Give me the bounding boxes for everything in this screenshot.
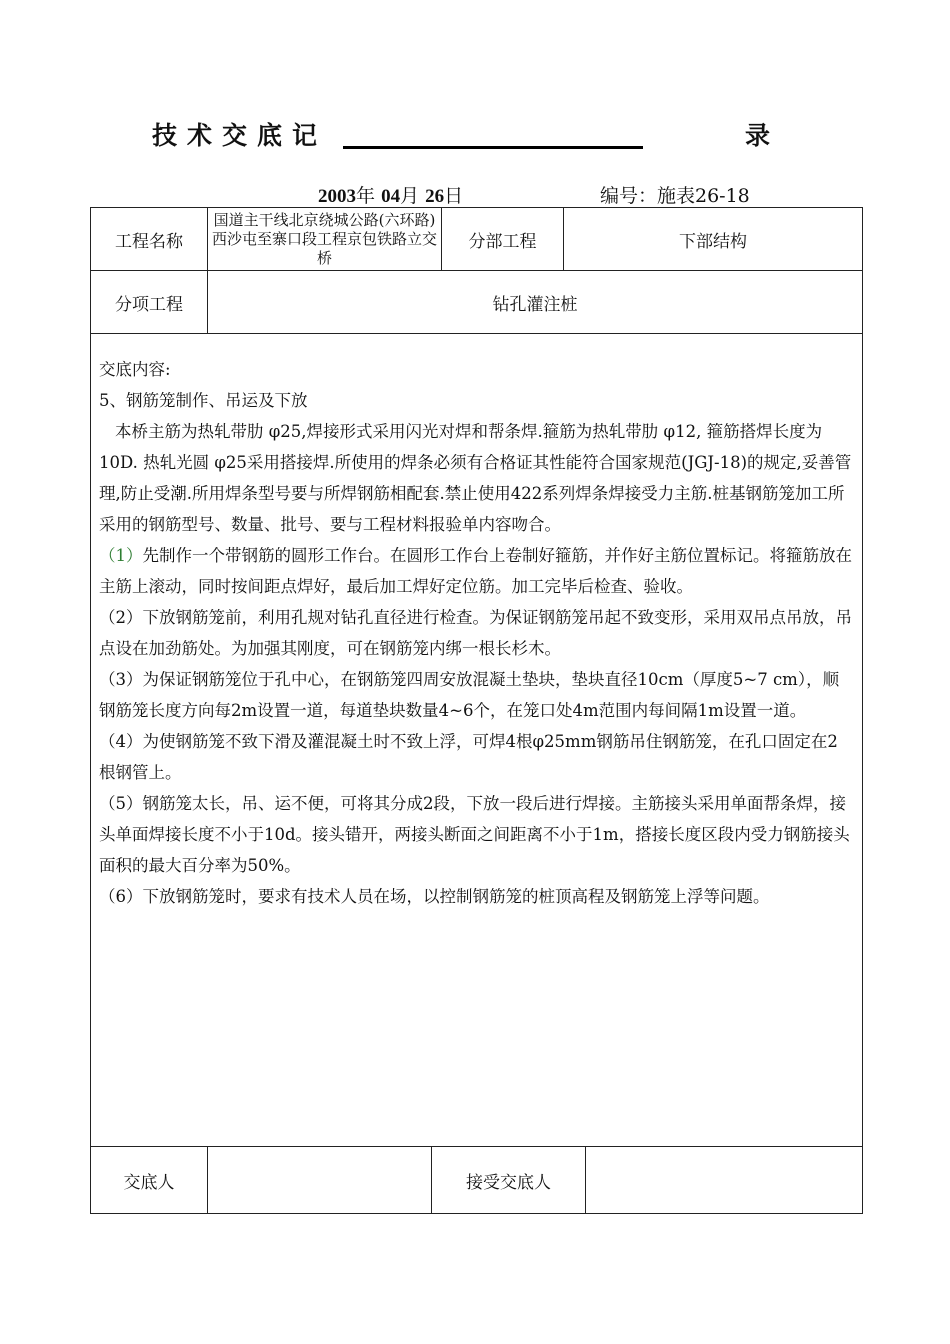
project-name-label: 工程名称 (91, 208, 208, 271)
date-year-unit: 年 (356, 185, 376, 207)
step-5: （5）钢筋笼太长，吊、运不便，可将其分成2段，下放一段后进行焊接。主筋接头采用单面帮条焊，接头单面焊接长度不小于10d。接头错开，两接头断面之间距离不小于1m，搭接长度区段内受力钢筋接头面积的最大百分率为50%。 (99, 794, 850, 875)
sub-project-label: 分部工程 (442, 208, 564, 271)
signature-row (91, 1147, 863, 1214)
project-name-value: 国道主干线北京绕城公路(六环路)西沙屯至寨口段工程京包铁路立交桥 (208, 208, 442, 271)
receiver-label: 接受交底人 (432, 1147, 586, 1214)
title-underline (343, 146, 643, 149)
content-row (91, 334, 863, 1147)
step-6: （6）下放钢筋笼时，要求有技术人员在场，以控制钢筋笼的桩顶高程及钢筋笼上浮等问题。 (99, 887, 770, 906)
title-left-text: 技术交底记 (152, 121, 328, 150)
title-right-text: 录 (745, 121, 771, 150)
date-month-unit: 月 (400, 185, 420, 207)
section-title: 5、钢筋笼制作、吊运及下放 (99, 391, 308, 410)
discloser-label: 交底人 (91, 1147, 208, 1214)
project-row (91, 208, 863, 271)
discloser-value (208, 1147, 432, 1214)
item-value: 钻孔灌注桩 (208, 271, 863, 334)
date-year: 2003 (318, 186, 356, 207)
step-1 (99, 540, 854, 602)
sub-project-value: 下部结构 (564, 208, 863, 271)
item-row (91, 271, 863, 334)
item-label: 分项工程 (91, 271, 208, 334)
step-4: （4）为使钢筋笼不致下滑及灌混凝土时不致上浮，可焊4根φ25mm钢筋吊住钢筋笼，在孔口固定在2根钢管上。 (99, 732, 838, 782)
disclosure-table (90, 207, 863, 1147)
date-day: 26 (425, 186, 445, 207)
document-title (0, 116, 950, 156)
step-1-number: （1） (99, 546, 143, 565)
disclosure-content (91, 334, 863, 1147)
step-2: （2）下放钢筋笼前，利用孔规对钻孔直径进行检查。为保证钢筋笼吊起不致变形，采用双吊点吊放，吊点设在加劲筋处。为加强其刚度，可在钢筋笼内绑一根长杉木。 (99, 608, 852, 658)
form-code: 编号：施表26-18 (600, 185, 750, 207)
signature-table (90, 1146, 863, 1214)
document-date (318, 181, 463, 208)
receiver-value (586, 1147, 863, 1214)
step-1-text: 先制作一个带钢筋的圆形工作台。在圆形工作台上卷制好箍筋，并作好主筋位置标记。将箍筋放在主筋上滚动，同时按间距点焊好，最后加工焊好定位筋。加工完毕后检查、验收。 (99, 546, 852, 596)
intro-paragraph: 本桥主筋为热轧带肋 φ25,焊接形式采用闪光对焊和帮条焊.箍筋为热轧带肋 φ12, 箍筋搭焊长度为10D. 热轧光圆 φ25采用搭接焊.所使用的焊条必须有合格证其性能符合国家规范(JGJ-18)的规定,妥善管理,防止受潮.所用焊条型号要与所焊钢筋相配套.禁止使用422系列焊条焊接受力主筋.桩基钢筋笼加工所采用的钢筋型号、数量、批号、要与工程材料报验单内容吻合。 (99, 422, 852, 534)
date-month: 04 (381, 186, 401, 207)
date-day-unit: 日 (444, 185, 464, 207)
step-3: （3）为保证钢筋笼位于孔中心，在钢筋笼四周安放混凝土垫块，垫块直径10cm（厚度5~7 cm），顺钢筋笼长度方向每2m设置一道，每道垫块数量4~6个，在笼口处4m范围内每间隔1m设置一道。 (99, 670, 840, 720)
content-heading: 交底内容: (99, 360, 171, 379)
date-line (0, 181, 950, 207)
